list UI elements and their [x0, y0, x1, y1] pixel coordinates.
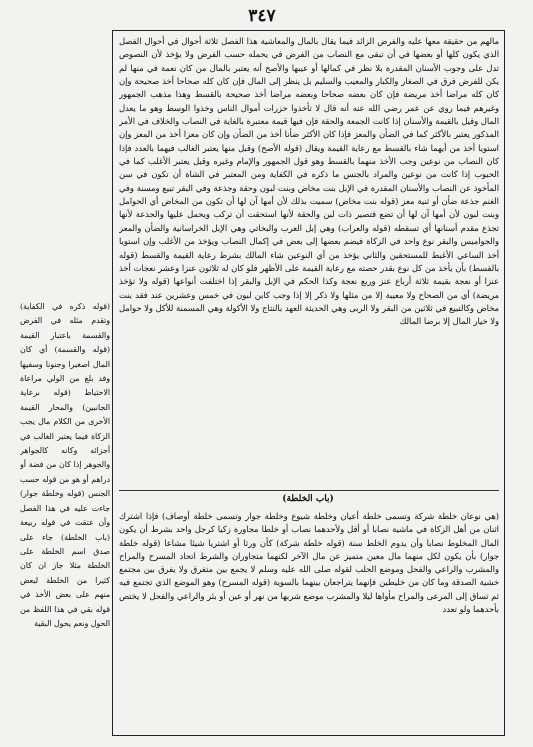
- page-number: ٣٤٧: [248, 6, 276, 26]
- margin-gloss-column: [20, 300, 110, 632]
- main-body-paragraph: مالهم من حقيقة معها عليه والفرض الزائد فيما يقال بالمال والمعاشية هذا الفصل ثلاثة أحوال في أحوال الفصل الذي يكون كلها أو بعضها في أن تبقى مع النصاب من الفرض في يحمله حسب الفرض ولا يؤخذ لأن النصوص تدل على وجوب الأسنان المقدرة بلا نظر في كمالها أو عيبها والأصح أنه يعتبر بالمال من كان نعمة في منها لم يكن للفرض فرق في الصغار والكبار والمعيب والسليم بل ينظر إلى المال فإن كان كله صحاحا أخذ صحيحة وإن كان كله مراضا أخذ مريضة فإن كان بعضه صحاحا وبعضه مراضا أخذ صحيحة بالقسط وهذا مذهب الجمهور وغيرهم فيما روي عن عمر رضي الله عنه أنه قال لا تأخذوا حزرات أموال الناس وخذوا الوسط وهو ما يعدل المال وقيل بالقيمة والأسنان إذا كانت الجمعة والحقة فإن فيها قيمة معتبرة بالغاية في النصاب والخلاف في الأمر المذكور يعتبر بالأكثر كما في الضأن والمعز فإذا كان الأكثر ضأنا أخذ من الضأن وإن كان معزا أخذ من المعز وإن استويا أخذ من أيهما شاء بالقسط مع رعاية القيمة ويقال (قوله الأصح) وقبل منها يعتبر الغالب فيهما بالعدد فإذا كان النصاب من نوعين وجب الأخذ منهما بالقسط وهو قول الجمهور والإمام وغيره وقيل يعتبر الأغلب كما في الحبوب إذا كانت من نوعين والمراد بالجنس ما ذكره في الكفاية ومن المعتبر في الشاة أن تكون في سن المأخوذ عن النصاب والأسنان المقدرة في الإبل بنت مخاض وبنت لبون وحقة وجذعة وفي البقر تبيع ومسنة وفي الغنم جذعة ضأن أو ثنية معز (قوله بنت مخاض) سميت بذلك لأن أمها آن لها أن تكون من المخاض أي الحوامل وبنت لبون لأن أمها آن لها أن تضع فتصير ذات لبن والحقة لأنها استحقت أن تركب ويحمل عليها والجذعة لأنها تجذع مقدم أسنانها أي تسقطه (قوله والعراب) وهي إبل العرب والبخاتي وهي الإبل الخراسانية والضأن والمعز والجواميس والبقر نوع واحد في الزكاة فيضم بعضها إلى بعض في إكمال النصاب ويؤخذ من الأغلب وإن استويا أخذ الساعي الأغبط للمستحقين والثاني يؤخذ من أي النوعين شاء المالك بشرط رعاية القيمة والقسط (قوله بالقسط) بأن يأخذ من كل نوع بقدر حصته مع رعاية القيمة على الأظهر فلو كان له ثلاثون عنزا وعشر نعجات أخذ عنزا أو نعجة بقيمة ثلاثة أرباع عنز وربع نعجة وكذا الحكم في الإبل والبقر إذا اختلفت أنواعها (قوله ولا تؤخذ مريضة) أي من الصحاح ولا معيبة إلا من مثلها ولا ذكر إلا إذا وجب كابن لبون في خمس وعشرين عند فقد بنت مخاض وكالتبيع في ثلاثين من البقر ولا الربى وهي الحديثة العهد بالنتاج ولا الأكولة وهي المسمنة للأكل ولا حوامل ولا خيار المال إلا برضا المالك: [119, 36, 499, 327]
- lower-body-text-block: [119, 510, 499, 732]
- lower-body-paragraph: (هي نوعان خلطة شركة وتسمى خلطة أعيان وخلطة شيوع وخلطة جوار وتسمى خلطة أوصاف) فإذا اشترك اثنان من أهل الزكاة في ماشية نصابا أو أقل ولأحدهما نصاب أو خلطا مجاورة زكيا كرجل واحد بشرط أن يكون المال المخلوط نصابا وأن يدوم الخلط سنة (قوله خلطة شركة) كأن ورثا أو اشتريا شيئا مشاعا (قوله خلطة جوار) بأن يكون لكل منهما مال معين متميز عن مال الآخر لكنهما متجاوران والشرط اتحاد المسرح والمراح والمشرب والراعي والفحل وموضع الحلب لقوله صلى الله عليه وسلم لا يجمع بين متفرق ولا يفرق بين مجتمع خشية الصدقة وما كان من خليطين فإنهما يتراجعان بينهما بالسوية (قوله المسرح) وهو الموضع الذي تجتمع فيه ثم تساق إلى المرعى والمراح مأواها ليلا والمشرب موضع شربها من نهر أو عين أو بئر والراعي والفحل لا يختص بأحدهما ولو تعدد: [119, 511, 499, 615]
- main-text-frame: [112, 30, 505, 736]
- section-divider: [119, 490, 499, 491]
- margin-gloss-text: (قوله ذكره في الكفاية) وتقدم مثله في الفرض والقسمة باعتبار القيمة (قوله والقسمة) أي كان المال اصغيرا وجنونا وسفيها وقد بلغ من الولي مراعاة الاحتياط (قوله برعاية الجانبين) والمحار القيمة الأخرى من الكلام مال يجب الزكاة فيما يعتبر الغالب في أجزائه وكانه كالجواهر والجوهر إذا كان من فضة أو دراهم أو هو من قوله حسب الجنس (قوله وخلطة جوار) جاءت عليه في هذا الفصل وأن عتقت في قوله ربيعة (باب الخلطة) جاء على صدق اسم الخلطة على الخلطة مثلا جاز ان كان كثيرا من الخلطة لبعض منهم على بعض الأخذ في قوله بقي في هذا اللفظ من الحول ونعم يحول البقية: [20, 302, 110, 628]
- main-body-text-block: [119, 35, 499, 487]
- section-heading: (باب الخلطة): [282, 494, 334, 504]
